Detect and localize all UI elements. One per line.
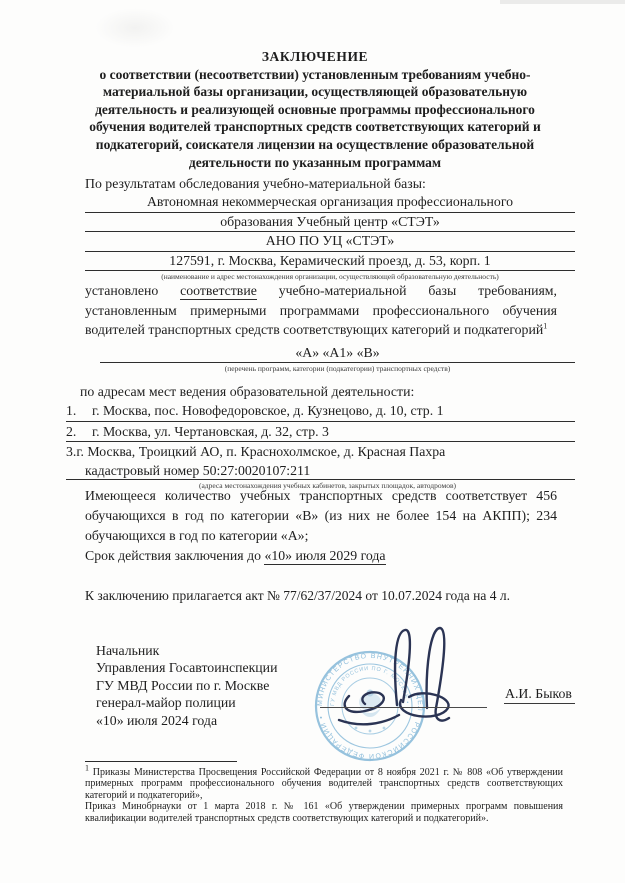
document-subtitle-line: подкатегорий, соискателя лицензии на осуществление образовательной — [95, 136, 535, 152]
categories-line: «А» «А1» «В» — [100, 344, 575, 363]
capacity-paragraph: Имеющееся количество учебных транспортных средств соответствует 456 обучающихся в год по категории «В» (из них не более 154 на АКПП); 234 обучающихся в год по категории «А»; — [85, 488, 557, 543]
signature-scribble — [335, 620, 460, 735]
compliance-status: соответствие — [180, 283, 257, 298]
address-item-text: г. Москва, Троицкий АО, п. Краснохолмское, д. Красная Пахра — [76, 444, 446, 459]
organization-section — [85, 174, 575, 281]
address-item-text: г. Москва, ул. Чертановская, д. 32, стр. 3 — [92, 423, 329, 439]
footnote-paragraph: Приказ Минобрнауки от 1 марта 2018 г. № 161 «Об утверждении примерных программ повышения квалификации водителей транспортных средств соответствующих категорий и подкатегорий». — [85, 801, 563, 824]
scan-artifact — [500, 0, 625, 4]
stamp-ring-text: МИНИСТЕРСТВО ВНУТРЕННИХ ДЕЛ • РОССИЙСКОЙ ФЕДЕРАЦИИ • — [316, 652, 424, 760]
document-title — [80, 48, 550, 171]
signatory-position-block — [96, 642, 277, 729]
organization-short-name-line: АНО ПО УЦ «СТЭТ» — [85, 232, 575, 252]
validity-date: «10» июля 2029 года — [264, 548, 386, 563]
footnote-ref: 1 — [85, 763, 89, 773]
compliance-text: установлено — [85, 283, 181, 298]
organization-name-line: образования Учебный центр «СТЭТ» — [85, 213, 575, 233]
document-title-heading: ЗАКЛЮЧЕНИЕ — [261, 49, 369, 64]
signature-date-line: «10» июля 2024 года — [96, 712, 218, 728]
organization-caption: (наименование и адрес местонахождения организации, осуществляющей образовательную деятельность) — [161, 272, 499, 282]
address-item-number: 2. — [66, 423, 77, 439]
signatory-position-line: генерал-майор полиции — [96, 695, 236, 711]
compliance-text: учебно-материальной базы требованиям, установленным примерными программами профессионального обучения водителей транспортных средств соответствующих категорий и подкатегорий — [85, 283, 557, 337]
footnote-rule — [85, 761, 237, 762]
addresses-caption: (адреса местонахождения учебных кабинетов, закрытых площадок, автодромов) — [198, 481, 457, 490]
address-item — [66, 422, 575, 443]
address-item-cadastre: кадастровый номер 50:27:0020107:211 — [66, 462, 575, 481]
signatory-position-line: Управления Госавтоинспекции — [96, 660, 278, 676]
signatory-name: А.И. Быков — [504, 685, 575, 704]
footnote-paragraph — [85, 763, 563, 801]
addresses-section — [66, 382, 575, 490]
footnote-reference: 1 — [543, 321, 548, 331]
organization-address-line: 127591, г. Москва, Керамический проезд, д. 53, корп. 1 — [85, 252, 575, 272]
validity-line — [85, 546, 565, 565]
document-subtitle-line: деятельность и реализующей основные программы профессионального — [95, 101, 535, 117]
survey-intro: По результатам обследования учебно-материальной базы: — [85, 176, 426, 191]
scan-artifact — [95, 8, 175, 48]
signature-line — [320, 707, 487, 708]
addresses-intro: по адресам мест ведения образовательной деятельности: — [80, 384, 415, 399]
address-item — [66, 401, 575, 422]
signatory-position-line: Начальник — [96, 643, 160, 658]
document-subtitle-line: о соответствии (несоответствии) установленным требованиям учебно- — [99, 66, 531, 82]
address-item-text: г. Москва, пос. Новофедоровское, д. Кузнецово, д. 10, стр. 1 — [92, 403, 444, 418]
attachment-line: К заключению прилагается акт № 77/62/37/2024 от 10.07.2024 года на 4 л. — [85, 588, 510, 603]
stamp-inner-text: ГУ МВД РОССИИ ПО Г. МОСКВЕ • — [329, 665, 410, 707]
footnote-text: Приказы Министерства Просвещения Российской Федерации от 8 ноября 2021 г. № 808 «Об утверждении примерных программ профессионального обучения водителей транспортных средств соответствующих категорий и подкатегорий», — [85, 767, 563, 801]
address-item-number: 3. — [66, 444, 77, 459]
organization-name-line: Автономная некоммерческая организация профессионального — [85, 193, 575, 213]
categories-section — [100, 344, 575, 373]
signatory-position-line: ГУ МВД России по г. Москве — [96, 677, 270, 693]
footnote — [85, 763, 563, 824]
document-subtitle-line: деятельности по указанным программам — [188, 154, 442, 170]
document-subtitle-line: материальной базы организации, осуществляющей образовательную — [102, 84, 528, 100]
address-item-number: 1. — [66, 403, 77, 418]
address-item — [66, 442, 575, 462]
validity-prefix: Срок действия заключения до — [85, 548, 265, 563]
categories-caption: (перечень программ, категории (подкатегории) транспортных средств) — [224, 364, 451, 373]
document-subtitle-line: обучения водителей транспортных средств соответствующих категорий и — [89, 119, 541, 135]
compliance-paragraph — [85, 281, 557, 340]
